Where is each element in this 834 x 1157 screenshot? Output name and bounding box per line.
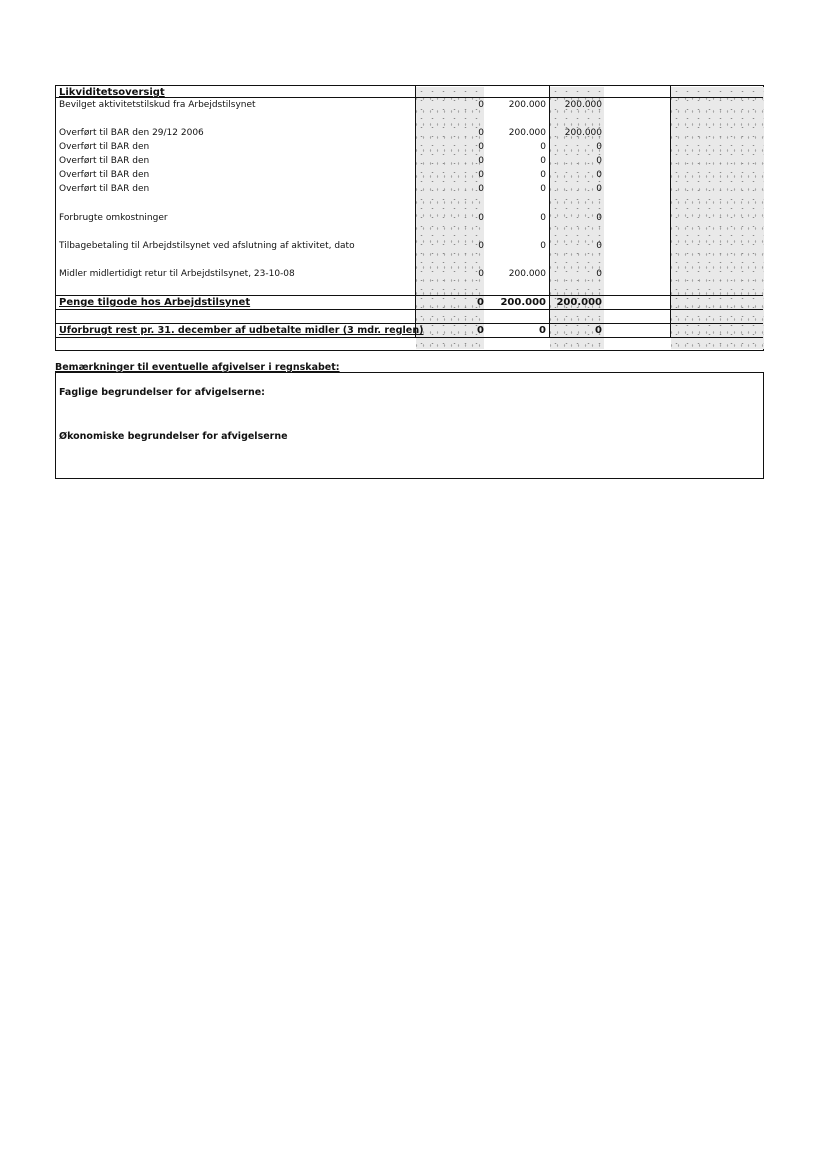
value-col1: 0 xyxy=(478,100,484,110)
row-label: Midler midlertidigt retur til Arbejdstilsynet, 23-10-08 xyxy=(59,269,295,279)
remarks-box xyxy=(55,372,764,479)
value-col3: 0 xyxy=(596,184,602,194)
value-col1: 0 xyxy=(478,156,484,166)
total-label-receivable: Penge tilgode hos Arbejdstilsynet xyxy=(59,297,251,308)
value-col1: 0 xyxy=(478,184,484,194)
okonomiske-label: Økonomiske begrundelser for afvigelserne xyxy=(59,431,288,442)
value-col1: 0 xyxy=(478,142,484,152)
row-label: Overført til BAR den 29/12 2006 xyxy=(59,128,204,138)
value-column-divider-1 xyxy=(549,86,550,337)
faglige-label: Faglige begrundelser for afvigelserne: xyxy=(59,387,265,398)
total-receivable-col2: 200.000 xyxy=(500,297,546,308)
value-col2: 0 xyxy=(540,142,546,152)
value-col1: 0 xyxy=(478,269,484,279)
value-col2: 200.000 xyxy=(508,128,546,138)
label-column-divider xyxy=(415,86,416,337)
total2-bottom-line xyxy=(56,337,763,338)
liquidity-table xyxy=(55,85,764,351)
total2-top-line xyxy=(56,323,763,324)
row-label: Forbrugte omkostninger xyxy=(59,213,168,223)
value-col3: 0 xyxy=(596,269,602,279)
value-col3: 0 xyxy=(596,241,602,251)
value-col3: 200.000 xyxy=(564,128,602,138)
total-unused-col1: 0 xyxy=(477,325,484,336)
row-label: Overført til BAR den xyxy=(59,142,150,152)
value-col2: 0 xyxy=(540,156,546,166)
total-receivable-col1: 0 xyxy=(477,297,484,308)
remarks-title: Bemærkninger til eventuelle afgivelser i regnskabet: xyxy=(55,362,340,373)
value-col3: 0 xyxy=(596,142,602,152)
row-label: Overført til BAR den xyxy=(59,156,150,166)
value-col2: 0 xyxy=(540,170,546,180)
value-col1: 0 xyxy=(478,128,484,138)
value-col1: 0 xyxy=(478,213,484,223)
table-title: Likviditetsoversigt xyxy=(59,87,165,98)
value-col2: 0 xyxy=(540,213,546,223)
value-col3: 200.000 xyxy=(564,100,602,110)
value-col1: 0 xyxy=(478,170,484,180)
total1-top-line xyxy=(56,295,763,296)
value-col2: 0 xyxy=(540,241,546,251)
value-col3: 0 xyxy=(596,170,602,180)
total-unused-col2: 0 xyxy=(539,325,546,336)
value-col3: 0 xyxy=(596,213,602,223)
value-col2: 200.000 xyxy=(508,100,546,110)
row-label: Overført til BAR den xyxy=(59,184,150,194)
value-col1: 0 xyxy=(478,241,484,251)
value-col2: 0 xyxy=(540,184,546,194)
value-col2: 200.000 xyxy=(508,269,546,279)
total-label-unused: Uforbrugt rest pr. 31. december af udbetalte midler (3 mdr. reglen) xyxy=(59,325,424,336)
total1-bottom-line xyxy=(56,309,763,310)
total-unused-col3: 0 xyxy=(595,325,602,336)
value-col3: 0 xyxy=(596,156,602,166)
row-label: Tilbagebetaling til Arbejdstilsynet ved afslutning af aktivitet, dato xyxy=(59,241,355,251)
value-column-divider-2 xyxy=(670,86,671,337)
row-label: Overført til BAR den xyxy=(59,170,150,180)
row-label: Bevilget aktivitetstilskud fra Arbejdstilsynet xyxy=(59,100,256,110)
total-receivable-col3: 200.000 xyxy=(556,297,602,308)
